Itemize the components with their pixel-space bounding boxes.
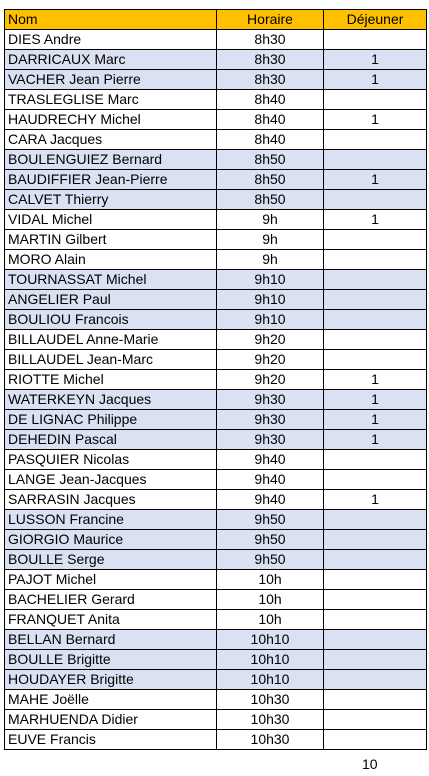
cell-dejeuner [324,590,427,610]
table-row [5,470,427,490]
cell-dejeuner: 1 [324,210,427,230]
table-row [5,350,427,370]
cell-horaire: 8h40 [217,130,324,150]
cell-nom: MORO Alain [5,250,217,270]
cell-nom: RIOTTE Michel [5,370,217,390]
schedule-table [4,9,427,750]
cell-dejeuner [324,570,427,590]
cell-dejeuner [324,710,427,730]
cell-horaire: 9h30 [217,410,324,430]
cell-nom: BAUDIFFIER Jean-Pierre [5,170,217,190]
cell-dejeuner [324,530,427,550]
cell-nom: GIORGIO Maurice [5,530,217,550]
cell-dejeuner [324,90,427,110]
cell-nom: DIES Andre [5,30,217,50]
cell-dejeuner [324,610,427,630]
cell-nom: VIDAL Michel [5,210,217,230]
cell-nom: FRANQUET Anita [5,610,217,630]
cell-dejeuner [324,670,427,690]
cell-nom: DARRICAUX Marc [5,50,217,70]
cell-horaire: 10h [217,610,324,630]
cell-horaire: 9h20 [217,350,324,370]
cell-nom: DE LIGNAC Philippe [5,410,217,430]
cell-horaire: 9h50 [217,530,324,550]
table-row [5,510,427,530]
cell-horaire: 9h20 [217,370,324,390]
cell-horaire: 9h10 [217,310,324,330]
cell-dejeuner [324,510,427,530]
cell-nom: HOUDAYER Brigitte [5,670,217,690]
cell-nom: LANGE Jean-Jacques [5,470,217,490]
cell-nom: VACHER Jean Pierre [5,70,217,90]
cell-dejeuner [324,250,427,270]
cell-horaire: 8h30 [217,70,324,90]
cell-nom: MARTIN Gilbert [5,230,217,250]
cell-horaire: 10h30 [217,730,324,750]
cell-nom: BACHELIER Gerard [5,590,217,610]
cell-nom: WATERKEYN Jacques [5,390,217,410]
cell-dejeuner [324,470,427,490]
table-row [5,370,427,390]
cell-dejeuner [324,230,427,250]
cell-horaire: 9h40 [217,450,324,470]
cell-horaire: 8h50 [217,190,324,210]
cell-horaire: 8h50 [217,150,324,170]
cell-dejeuner: 1 [324,170,427,190]
cell-horaire: 8h40 [217,90,324,110]
cell-dejeuner: 1 [324,370,427,390]
cell-dejeuner [324,690,427,710]
cell-nom: BOULENGUIEZ Bernard [5,150,217,170]
cell-dejeuner [324,290,427,310]
cell-horaire: 9h10 [217,290,324,310]
table-row [5,90,427,110]
cell-nom: CARA Jacques [5,130,217,150]
table-row [5,150,427,170]
cell-nom: BOULLE Brigitte [5,650,217,670]
cell-horaire: 10h10 [217,650,324,670]
cell-nom: ANGELIER Paul [5,290,217,310]
cell-nom: HAUDRECHY Michel [5,110,217,130]
header-nom: Nom [5,10,217,30]
cell-dejeuner [324,450,427,470]
cell-nom: BELLAN Bernard [5,630,217,650]
cell-dejeuner: 1 [324,50,427,70]
cell-dejeuner [324,130,427,150]
cell-nom: BILLAUDEL Anne-Marie [5,330,217,350]
cell-dejeuner [324,270,427,290]
cell-dejeuner [324,150,427,170]
cell-horaire: 9h30 [217,430,324,450]
cell-dejeuner [324,650,427,670]
table-row [5,130,427,150]
cell-nom: EUVE Francis [5,730,217,750]
cell-nom: BOULIOU Francois [5,310,217,330]
cell-dejeuner: 1 [324,390,427,410]
cell-horaire: 8h50 [217,170,324,190]
cell-dejeuner [324,550,427,570]
cell-nom: PAJOT Michel [5,570,217,590]
cell-dejeuner [324,190,427,210]
cell-nom: LUSSON Francine [5,510,217,530]
cell-nom: PASQUIER Nicolas [5,450,217,470]
cell-horaire: 10h [217,590,324,610]
cell-dejeuner: 1 [324,110,427,130]
cell-nom: SARRASIN Jacques [5,490,217,510]
cell-dejeuner [324,330,427,350]
table-row [5,250,427,270]
cell-dejeuner [324,30,427,50]
cell-horaire: 8h30 [217,50,324,70]
table-row [5,690,427,710]
cell-nom: CALVET Thierry [5,190,217,210]
cell-horaire: 10h10 [217,670,324,690]
table-row [5,650,427,670]
table-row [5,270,427,290]
cell-nom: BILLAUDEL Jean-Marc [5,350,217,370]
table-row [5,30,427,50]
table-row [5,430,427,450]
cell-horaire: 9h10 [217,270,324,290]
table-row [5,290,427,310]
cell-dejeuner [324,630,427,650]
header-row [5,10,427,30]
table-row [5,330,427,350]
table-row [5,70,427,90]
table-row [5,570,427,590]
table-row [5,230,427,250]
table-row [5,670,427,690]
table-row [5,450,427,470]
cell-horaire: 10h [217,570,324,590]
cell-horaire: 10h10 [217,630,324,650]
cell-horaire: 8h40 [217,110,324,130]
cell-horaire: 9h30 [217,390,324,410]
table-row [5,390,427,410]
cell-dejeuner [324,310,427,330]
cell-nom: MAHE Joëlle [5,690,217,710]
cell-horaire: 9h [217,250,324,270]
table-row [5,210,427,230]
cell-nom: BOULLE Serge [5,550,217,570]
cell-dejeuner [324,350,427,370]
cell-horaire: 10h30 [217,710,324,730]
cell-horaire: 9h50 [217,550,324,570]
cell-nom: MARHUENDA Didier [5,710,217,730]
cell-dejeuner: 1 [324,430,427,450]
table-row [5,50,427,70]
table-row [5,490,427,510]
table-row [5,590,427,610]
page-number: 10 [362,756,378,772]
table-row [5,710,427,730]
table-row [5,730,427,750]
header-horaire: Horaire [217,10,324,30]
cell-horaire: 10h30 [217,690,324,710]
table-row [5,610,427,630]
cell-horaire: 9h [217,230,324,250]
cell-nom: TOURNASSAT Michel [5,270,217,290]
table-row [5,410,427,430]
cell-dejeuner: 1 [324,490,427,510]
table-row [5,530,427,550]
header-dejeuner: Déjeuner [324,10,427,30]
table-row [5,630,427,650]
cell-nom: TRASLEGLISE Marc [5,90,217,110]
table-row [5,550,427,570]
cell-horaire: 9h [217,210,324,230]
cell-dejeuner: 1 [324,70,427,90]
cell-horaire: 9h20 [217,330,324,350]
cell-dejeuner [324,730,427,750]
table-row [5,170,427,190]
cell-horaire: 9h50 [217,510,324,530]
cell-dejeuner: 1 [324,410,427,430]
cell-nom: DEHEDIN Pascal [5,430,217,450]
cell-horaire: 8h30 [217,30,324,50]
cell-horaire: 9h40 [217,470,324,490]
cell-horaire: 9h40 [217,490,324,510]
table-row [5,310,427,330]
table-row [5,110,427,130]
table-row [5,190,427,210]
